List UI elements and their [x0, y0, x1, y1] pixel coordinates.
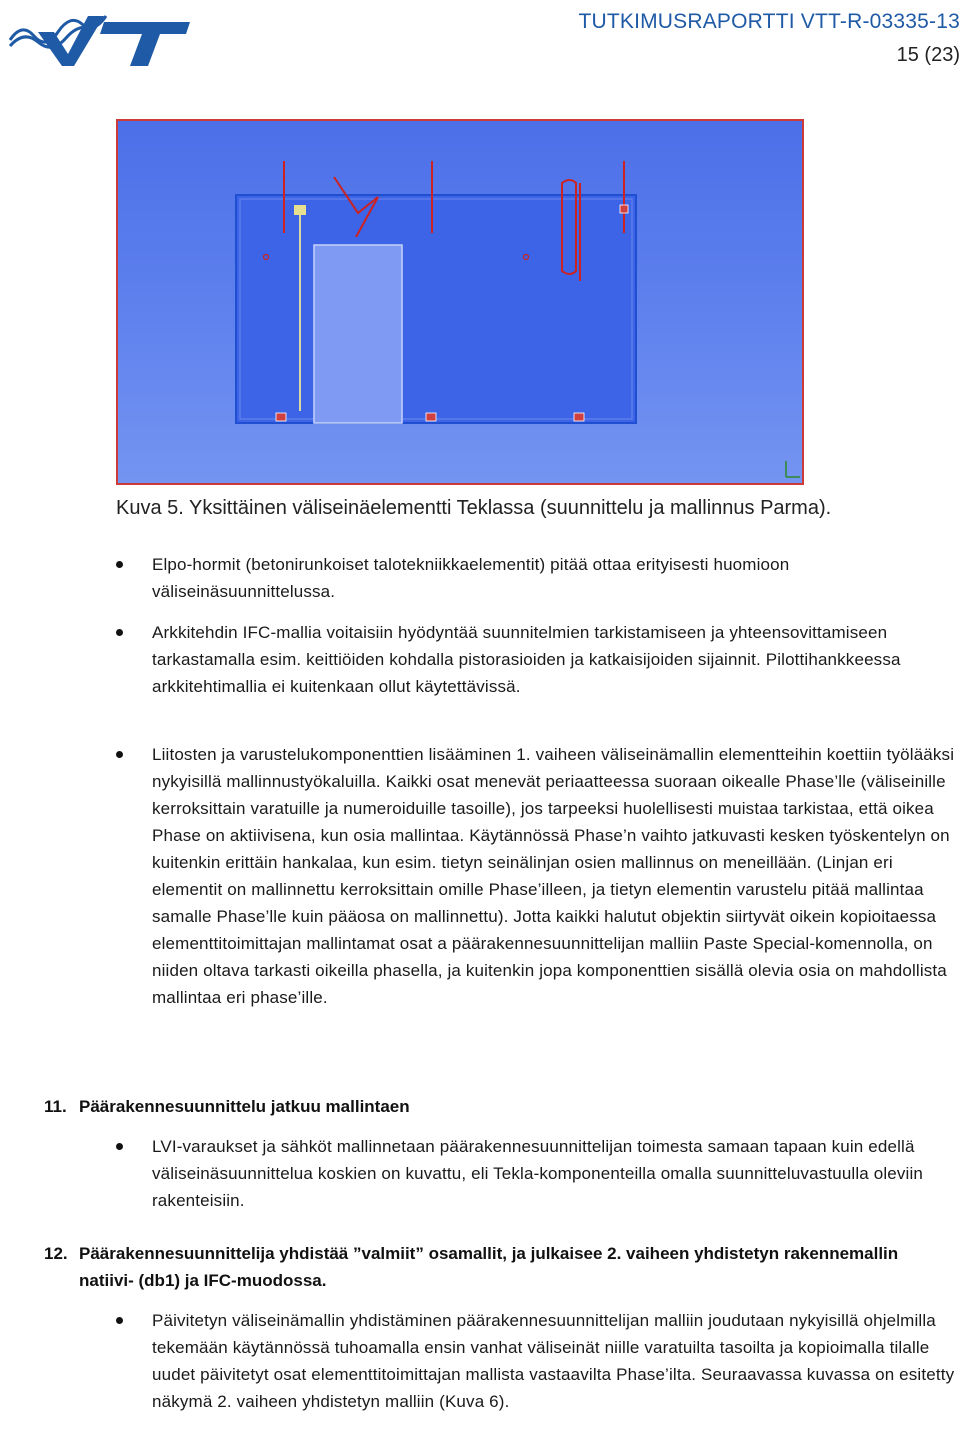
- section-number: 12.: [44, 1244, 68, 1263]
- vtt-logo: [8, 2, 190, 68]
- bullet-icon: [116, 629, 123, 636]
- bullet-text: Liitosten ja varustelukomponenttien lisääminen 1. vaiheen väliseinämallin elementteihin koettiin työlääksi nykyisillä mallinnustyökaluilla. Kaikki osat menevät periaatteessa suoraan oikealle Phase’lle (väliseinille kerroksittain varatuille ja numeroiduille tasoille), jos tarpeeksi huolellisesti muistaa tarkistaa, että oikea Phase on aktiivisena, kun osia mallintaa. Käytännössä Phase’n vaihto jatkuvasti kesken työskentelyn on kuitenkin erittäin hankalaa, kun esim. tietyn seinälinjan osien mallinnus on meneillään. (Linjan eri elementit on mallinnettu kerroksittain omille Phase’illeen, ja tietyn elementin varustelu pitää mallintaa samalle Phase’lle kuin pääosa on mallinnettu). Jotta kaikki halutut objektin siirtyvät oikein kopioitaessa elementtitoimittajan mallintamat osat a päärakennesuunnittelijan malliin Paste Special-komennolla, on niiden oltava tarkasti oikeilla phasella, ja kuitenkin jopa komponenttien sisällä olevia osia on mahdollista mallintaa eri phase’ille.: [152, 745, 955, 1007]
- list-item: [116, 1133, 960, 1214]
- bullet-icon: [116, 751, 123, 758]
- bullet-text: Elpo-hormit (betonirunkoiset talotekniikkaelementit) pitää ottaa erityisesti huomioon väliseinäsuunnittelussa.: [152, 555, 790, 601]
- list-item: [116, 619, 960, 700]
- bullet-text: Arkkitehdin IFC-mallia voitaisiin hyödyntää suunnitelmien tarkistamiseen ja yhteensovittamiseen tarkastamalla esim. keittiöiden kohdalla pistorasioiden ja katkaisijoiden sijainnit. Pilottihankkeessa arkkitehtimallia ei kuitenkaan ollut käytettävissä.: [152, 623, 901, 696]
- section-11-heading: [44, 1093, 944, 1120]
- report-id: TUTKIMUSRAPORTTI VTT-R-03335-13: [578, 10, 960, 33]
- figure-caption: Kuva 5. Yksittäinen väliseinäelementti Teklassa (suunnittelu ja mallinnus Parma).: [116, 497, 832, 519]
- axis-gizmo-icon: [786, 461, 800, 477]
- bullet-icon: [116, 1317, 123, 1324]
- section-number: 11.: [44, 1097, 67, 1116]
- logo-letters-icon: [38, 16, 190, 66]
- list-item: [116, 1307, 960, 1415]
- section-title: Päärakennesuunnittelija yhdistää ”valmiit” osamallit, ja julkaisee 2. vaiheen yhdistetyn rakennemallin natiivi- (db1) ja IFC-muodossa.: [79, 1244, 899, 1290]
- section-title: Päärakennesuunnittelu jatkuu mallintaen: [79, 1097, 410, 1116]
- bullet-icon: [116, 561, 123, 568]
- section-12-heading: [44, 1240, 944, 1294]
- tekla-wall-element-figure: [116, 119, 804, 485]
- list-item: [116, 741, 960, 1011]
- door-opening: [314, 245, 402, 423]
- wall-element-drawing: [118, 121, 802, 483]
- bullet-text: LVI-varaukset ja sähköt mallinnetaan päärakennesuunnittelijan toimesta samaan tapaan kuin edellä väliseinäsuunnittelua koskien on kuvattu, eli Tekla-komponenteilla omalla suunnitteluvastuulla oleviin rakenteisiin.: [152, 1137, 923, 1210]
- list-item: [116, 551, 960, 605]
- junction-box: [294, 205, 306, 215]
- bullet-text: Päivitetyn väliseinämallin yhdistäminen päärakennesuunnittelijan malliin joudutaan nykyisillä ohjelmilla tekemään käytännössä tuhoamalla ensin vanhat väliseinät niille varatuilta tasoilta ja kopioimalla tilalle uudet päivitetyt osat elementtitoimittajan mallista vastaavilta Phase’ilta. Seuraavassa kuvassa on esitetty näkymä 2. vaiheen yhdistetyn malliin (Kuva 6).: [152, 1311, 955, 1411]
- page-number: 15 (23): [896, 44, 960, 66]
- bullet-icon: [116, 1143, 123, 1150]
